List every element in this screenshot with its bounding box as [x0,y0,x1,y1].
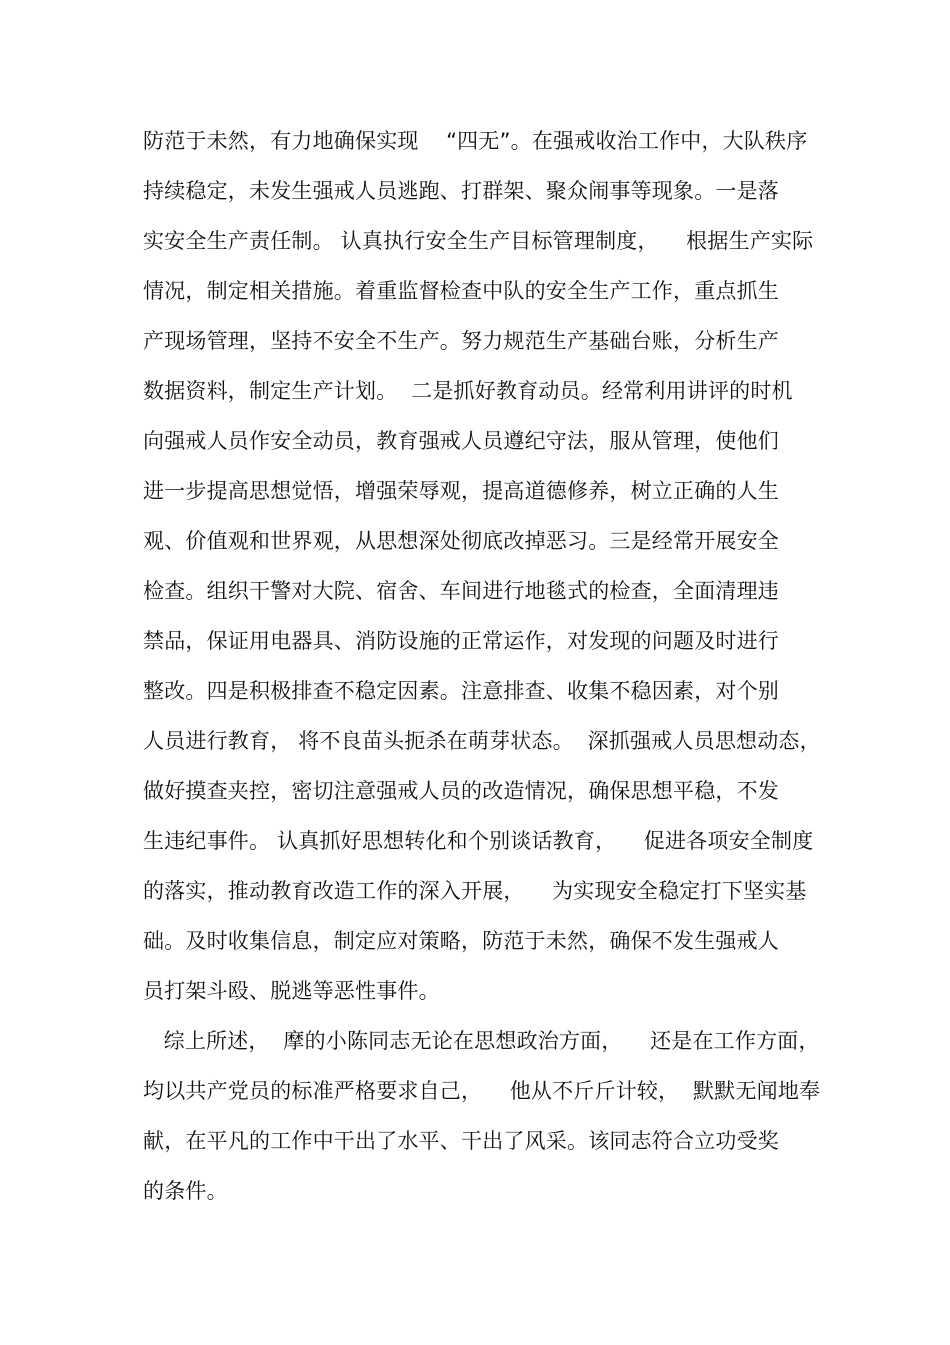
text-line: 观、价值观和世界观，从思想深处彻底改掉恶习。三是经常开展安全 [143,529,779,553]
text-line: 的落实，推动教育改造工作的深入开展， 为实现安全稳定打下坚实基 [143,879,807,903]
text-line: 禁品，保证用电器具、消防设施的正常运作，对发现的问题及时进行 [143,629,779,653]
text-line: 整改。四是积极排查不稳定因素。注意排查、收集不稳因素，对个别 [143,679,779,703]
text-line: 防范于未然，有力地确保实现 “四无”。在强戒收治工作中，大队秩序 [143,129,808,153]
text-line: 向强戒人员作安全动员，教育强戒人员遵纪守法，服从管理，使他们 [143,429,779,453]
text-line: 的条件。 [143,1179,228,1203]
text-line: 数据资料，制定生产计划。 二是抓好教育动员。经常利用讲评的时机 [143,379,793,403]
text-line: 产现场管理，坚持不安全不生产。努力规范生产基础台账，分析生产 [143,329,779,353]
text-line: 持续稳定，未发生强戒人员逃跑、打群架、聚众闹事等现象。一是落 [143,179,779,203]
text-line: 进一步提高思想觉悟，增强荣辱观，提高道德修养，树立正确的人生 [143,479,779,503]
text-line: 实安全生产责任制。 认真执行安全生产目标管理制度， 根据生产实际 [143,229,814,253]
text-line: 检查。组织干警对大院、宿舍、车间进行地毯式的检查，全面清理违 [143,579,779,603]
text-line: 人员进行教育， 将不良苗头扼杀在萌芽状态。 深抓强戒人员思想动态， [143,729,821,753]
text-line: 献，在平凡的工作中干出了水平、干出了风采。该同志符合立功受奖 [143,1129,779,1153]
body-text [143,121,821,1221]
text-line: 情况，制定相关措施。着重监督检查中队的安全生产工作，重点抓生 [143,279,779,303]
text-line: 础。及时收集信息，制定应对策略，防范于未然，确保不发生强戒人 [143,929,779,953]
text-line: 均以共产党员的标准严格要求自己， 他从不斤斤计较， 默默无闻地奉 [143,1079,821,1103]
text-line: 综上所述， 摩的小陈同志无论在思想政治方面， 还是在工作方面， [143,1029,820,1053]
text-line: 员打架斗殴、脱逃等恶性事件。 [143,979,440,1003]
text-line: 生违纪事件。 认真抓好思想转化和个别谈话教育， 促进各项安全制度 [143,829,814,853]
text-line: 做好摸查夹控，密切注意强戒人员的改造情况，确保思想平稳，不发 [143,779,779,803]
